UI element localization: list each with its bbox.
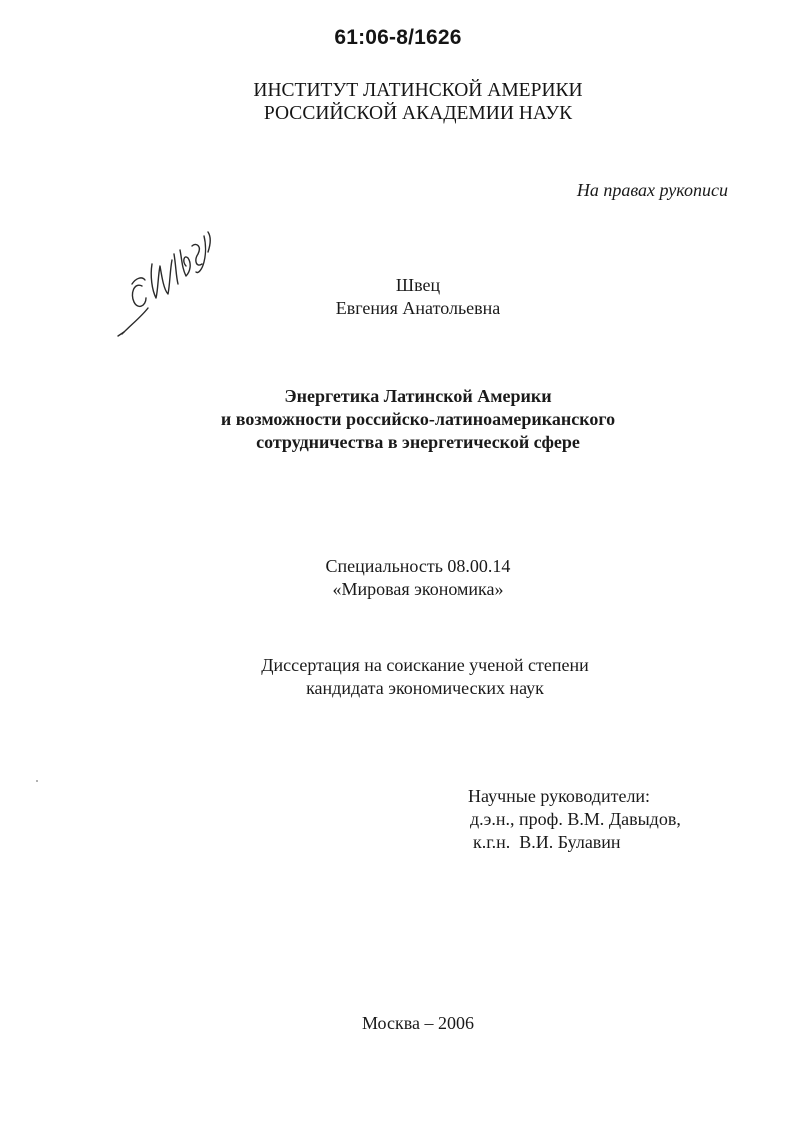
archive-code: 61:06-8/1626 [334, 26, 462, 49]
dissertation-type-line-2: кандидата экономических наук [306, 678, 544, 698]
dissertation-type-line-1: Диссертация на соискание ученой степени [261, 655, 589, 675]
supervisors-heading: Научные руководители: [468, 786, 651, 806]
scan-speck [36, 780, 38, 782]
manuscript-note: На правах рукописи [576, 180, 728, 200]
supervisor-2: к.г.н. В.И. Булавин [473, 832, 621, 852]
author-name: Евгения Анатольевна [335, 298, 501, 318]
author-surname: Швец [395, 275, 441, 295]
institution-line-1: ИНСТИТУТ ЛАТИНСКОЙ АМЕРИКИ [253, 80, 583, 101]
supervisor-1: д.э.н., проф. В.М. Давыдов, [470, 809, 681, 829]
dissertation-title-line-1: Энергетика Латинской Америки [284, 386, 552, 406]
specialty-code: Специальность 08.00.14 [325, 556, 511, 576]
dissertation-title-line-2: и возможности российско-латиноамериканского [220, 409, 616, 429]
specialty-name: «Мировая экономика» [332, 579, 504, 599]
place-and-year: Москва – 2006 [362, 1013, 474, 1033]
dissertation-title-line-3: сотрудничества в энергетической сфере [256, 432, 580, 452]
institution-line-2: РОССИЙСКОЙ АКАДЕМИИ НАУК [263, 103, 573, 124]
